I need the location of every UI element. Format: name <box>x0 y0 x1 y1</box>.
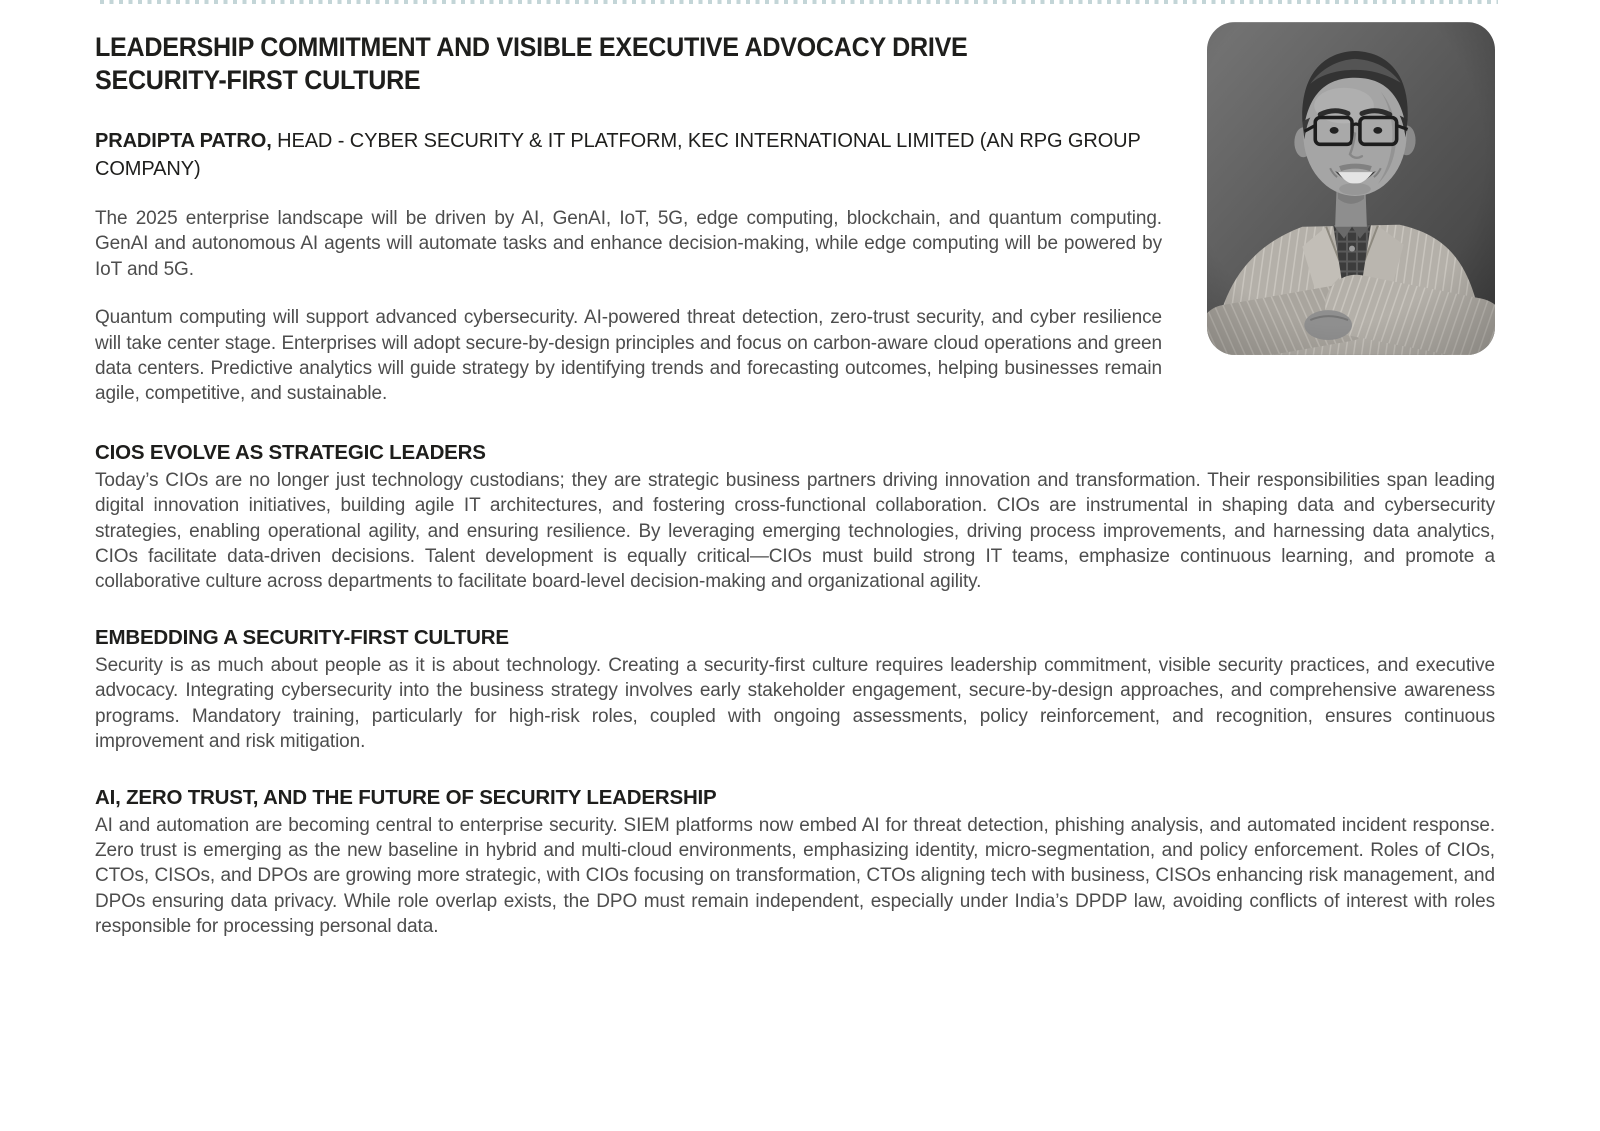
section-heading-ai-zero-trust: AI, ZERO TRUST, AND THE FUTURE OF SECURITY LEADERSHIP <box>95 785 717 809</box>
section-body-ai-zero-trust: AI and automation are becoming central to enterprise security. SIEM platforms now embed AI for threat detection, phishing analysis, and automated incident response. Zero trust is emerging as the new baseline in hybrid and multi-cloud environments, emphasizing identity, micro-segmentation, and policy enforcement. Roles of CIOs, CTOs, CISOs, and DPOs are growing more strategic, with CIOs focusing on transformation, CTOs aligning tech with business, CISOs enhancing risk management, and DPOs ensuring data privacy. While role overlap exists, the DPO must remain independent, especially under India’s DPDP law, avoiding conflicts of interest with roles responsible for processing personal data. <box>95 814 1495 938</box>
section-body-cios-evolve: Today’s CIOs are no longer just technology custodians; they are strategic business partners driving innovation and transformation. Their responsibilities span leading digital innovation initiatives, building agile IT architectures, and fostering cross-functional collaboration. CIOs are instrumental in shaping data and cybersecurity strategies, enabling operational agility, and ensuring resilience. By leveraging emerging technologies, driving process improvements, and harnessing data analytics, CIOs facilitate data-driven decisions. Talent development is equally critical—CIOs must build strong IT teams, emphasize continuous learning, and promote a collaborative culture across departments to facilitate board-level decision-making and organizational agility. <box>95 469 1495 593</box>
section-security-first-culture <box>95 625 1495 755</box>
section-cios-evolve <box>95 440 1495 595</box>
headline-line-2: SECURITY-FIRST CULTURE <box>95 65 421 95</box>
byline-author-role: HEAD - CYBER SECURITY & IT PLATFORM, KEC INTERNATIONAL LIMITED (AN RPG GROUP COMPANY) <box>95 130 1141 180</box>
section-heading-security-first-culture: EMBEDDING A SECURITY-FIRST CULTURE <box>95 625 509 649</box>
intro-paragraph-1: The 2025 enterprise landscape will be driven by AI, GenAI, IoT, 5G, edge computing, blockchain, and quantum computing. GenAI and autonomous AI agents will automate tasks and enhance decision-making, while edge computing will be powered by IoT and 5G. <box>95 208 1162 280</box>
article-content <box>95 0 1495 940</box>
headline-line-1: LEADERSHIP COMMITMENT AND VISIBLE EXECUTIVE ADVOCACY DRIVE <box>95 32 968 62</box>
section-body-security-first-culture: Security is as much about people as it is about technology. Creating a security-first culture requires leadership commitment, visible security practices, and executive advocacy. Integrating cybersecurity into the business strategy involves early stakeholder engagement, secure-by-design approaches, and comprehensive awareness programs. Mandatory training, particularly for high-risk roles, coupled with ongoing assessments, policy reinforcement, and recognition, ensures continuous improvement and risk mitigation. <box>95 654 1495 753</box>
section-ai-zero-trust <box>95 785 1495 940</box>
byline-author-name: PRADIPTA PATRO, <box>95 130 272 152</box>
intro-paragraph-2: Quantum computing will support advanced cybersecurity. AI-powered threat detection, zero-trust security, and cyber resilience will take center stage. Enterprises will adopt secure-by-design principles and focus on carbon-aware cloud operations and green data centers. Predictive analytics will guide strategy by identifying trends and forecasting outcomes, helping businesses remain agile, competitive, and sustainable. <box>95 307 1162 405</box>
section-heading-cios-evolve: CIOS EVOLVE AS STRATEGIC LEADERS <box>95 440 486 464</box>
